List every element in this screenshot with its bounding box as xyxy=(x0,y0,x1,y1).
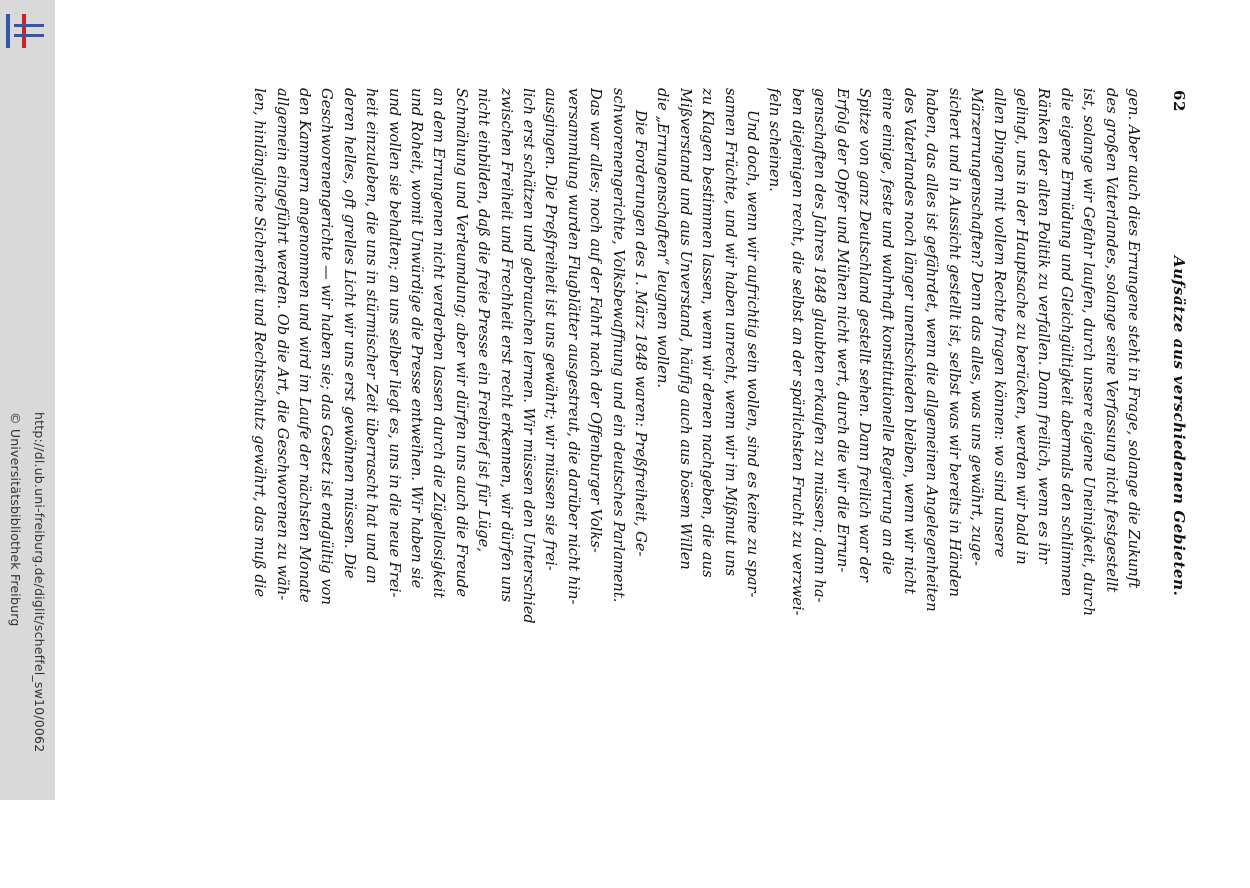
text-line: zu Klagen bestimmen lassen, wenn wir denen nachgeben, die aus xyxy=(699,88,717,578)
text-line: den Kammern angenommen und wird im Laufe der nächsten Monate xyxy=(295,88,313,603)
text-line: lich erst schätzen und gebrauchen lernen. Wir müssen den Unterschied xyxy=(520,88,538,624)
text-line: haben, das alles ist gefährdet, wenn die allgemeinen Angelegenheiten xyxy=(923,88,941,612)
text-line: sichert und in Aussicht gestellt ist, selbst was wir bereits in Händen xyxy=(945,88,963,597)
text-line: die „Errungenschaften“ leugnen wollen. xyxy=(654,88,672,389)
text-line: feln scheinen. xyxy=(766,88,784,192)
text-line: allen Dingen mit vollem Rechte fragen können: wo sind unsere xyxy=(990,88,1008,558)
text-line: len, hinlängliche Sicherheit und Rechtsschutz gewährt, das muß die xyxy=(251,88,269,598)
text-line: Die Forderungen des 1. März 1848 waren: Preßfreiheit, Ge- xyxy=(632,110,650,557)
text-line: ben diejenigen recht, die selbst an der spärlichsten Frucht zu verzwei- xyxy=(788,88,806,616)
body-text xyxy=(248,88,1144,888)
text-line: Märzerrungenschaften? Denn das alles, was uns gewährt, zuge- xyxy=(968,88,986,566)
text-line: samen Früchte, und wir haben unrecht, wenn wir im Mißmut uns xyxy=(721,88,739,577)
copyright-notice: © Universitätsbibliothek Freiburg xyxy=(8,412,23,627)
text-line: nicht einbilden, daß die freie Presse ein Freibrief ist für Lüge, xyxy=(475,88,493,552)
book-page xyxy=(80,88,1190,888)
text-line: und wollen sie behalten; an uns selber liegt es, uns in die neue Frei- xyxy=(385,88,403,598)
permalink-url[interactable]: http://dl.ub.uni-freiburg.de/diglit/scheffel_sw10/0062 xyxy=(32,412,47,753)
text-line: allgemein eingeführt werden. Ob die Art, die Geschworenen zu wäh- xyxy=(273,88,291,601)
text-line: Erfolg der Opfer und Mühen nicht wert, durch die wir die Errun- xyxy=(833,88,851,573)
text-line: ist, solange wir Gefahr laufen, durch unsere eigene Uneinigkeit, durch xyxy=(1080,88,1098,617)
text-line: die eigene Ermüdung und Gleichgültigkeit abermals den schlimmen xyxy=(1057,88,1075,597)
text-line: heit einzuleben, die uns in stürmischer Zeit überrascht hat und an xyxy=(363,88,381,584)
text-line: gelingt, uns in der Hauptsache zu berücken, werden wir bald in xyxy=(1012,88,1030,565)
text-line: an dem Errungenen nicht verderben lassen durch die Zügellosigkeit xyxy=(430,88,448,599)
text-line: Spitze von ganz Deutschland gestellt sehen. Dann freilich war der xyxy=(856,88,874,582)
text-line: eine einige, feste und wahrhaft konstitutionelle Regierung an die xyxy=(878,88,896,575)
text-line: versammlung wurden Flugblätter ausgestreut, die darüber nicht hin- xyxy=(564,88,582,605)
text-line: zwischen Freiheit und Frechheit erst recht erkennen, wir dürfen uns xyxy=(497,88,515,603)
page-title: Aufsätze aus verschiedenen Gebieten. xyxy=(1170,256,1188,597)
text-line: Ränken der alten Politik zu verfallen. Dann freilich, wenn es ihr xyxy=(1035,88,1053,564)
sidebar-text xyxy=(0,0,55,800)
page-number: 62 xyxy=(1170,90,1188,113)
text-line: Geschworenengerichte — wir haben sie; das Gesetz ist endgültig von xyxy=(318,88,336,605)
text-line: des Vaterlandes noch länger unentschieden bleiben, wenn wir nicht xyxy=(900,88,918,595)
text-line: des großen Vaterlandes, solange seine Verfassung nicht festgestellt xyxy=(1102,88,1120,593)
text-line: Das war alles; noch auf der Fahrt nach der Offenburger Volks- xyxy=(587,88,605,553)
text-line: deren helles, oft grelles Licht wir uns erst gewöhnen müssen. Die xyxy=(340,88,358,579)
text-line: genschaften des Jahres 1848 glaubten erkaufen zu müssen; dann ha- xyxy=(811,88,829,603)
text-line: Schmähung und Verleumdung; aber wir dürfen uns auch die Freude xyxy=(452,88,470,598)
text-line: und Roheit, womit Unwürdige die Presse entweihen. Wir haben sie xyxy=(408,88,425,589)
running-head xyxy=(1160,88,1190,888)
text-line: Mißverstand und aus Unverstand, häufig auch aus bösem Willen xyxy=(676,88,694,570)
text-line: Und doch, wenn wir aufrichtig sein wollen, sind es keine zu spar- xyxy=(744,110,762,598)
viewer-sidebar xyxy=(0,0,55,800)
text-line: ausgingen. Die Preßfreiheit ist uns gewährt; wir müssen sie frei- xyxy=(542,88,560,571)
text-line: schworenengerichte, Volksbewaffnung und ein deutsches Parlament. xyxy=(609,88,627,603)
text-line: gen. Aber auch dies Errungene steht in Frage, solange die Zukunft xyxy=(1125,88,1142,589)
